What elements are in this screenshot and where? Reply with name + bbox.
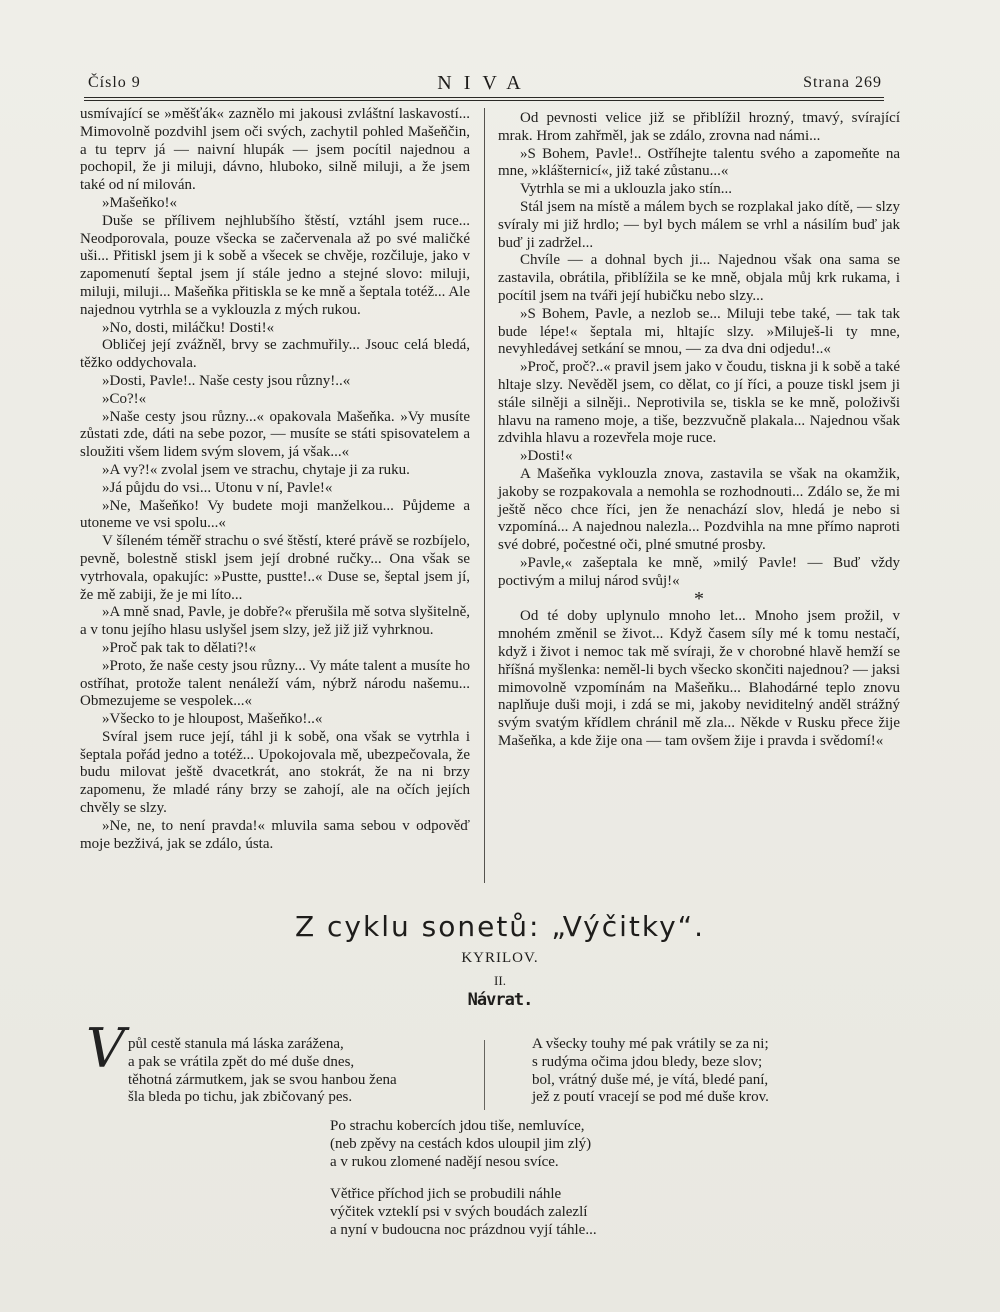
verse-line: a v rukou zlomené nadějí nesou svíce. <box>330 1153 559 1170</box>
section-star: * <box>694 587 704 610</box>
paragraph: Duše se přílivem nejhlubšího štěstí, vztáhl jsem ruce... Neodporovala, pouze všecka se začervenala až po své maličké uši... Přitiskl jsem ji k sobě a všecek se chvěje, rozčiluje, jako v zapomenutí šeptal jsem jí stále jedno a stejné slovo: miluji, miluji, miluji... Mašeňka přitiskla se ke mně a šeptala totéž... Ale najednou vytrhla se a vyklouzla z mých rukou. <box>80 212 470 318</box>
paragraph: »Mašeňko!« <box>102 194 177 211</box>
left-column <box>80 106 470 853</box>
paragraph: Od pevnosti velice již se přiblížil hrozný, tmavý, svírající mrak. Hrom zahřměl, jak se zdálo, zrovna nad námi... <box>498 110 900 144</box>
verse-line: šla bleda po tichu, jak zbičovaný pes. <box>128 1089 353 1106</box>
journal-title: NIVA <box>437 72 533 94</box>
drop-cap: V <box>86 1017 125 1080</box>
paragraph: Stál jsem na místě a málem bych se rozplakal jako dítě, — slzy svíraly mi již hrdlo; — byl bych málem se vrhl a násilím buď jak buď ji zadržel... <box>498 198 900 251</box>
poem-author: KYRILOV. <box>461 950 539 966</box>
paragraph: Svíral jsem ruce její, táhl ji k sobě, ona však se vytrhla i šeptala pořád jedno a totéž... Upokojovala mě, ubezpečovala, že budu milovat ještě dvacetkrát, ano stokrát, že na ni brzy zapomenu, že mladé rány brzy se zahojí, ale na očích jejích chvěly se slzy. <box>80 728 470 817</box>
verse-line: Po strachu kobercích jdou tiše, nemluvíce, <box>330 1118 585 1134</box>
paragraph: »Co?!« <box>102 390 147 407</box>
poem-number: II. <box>494 973 506 988</box>
paragraph: »Dosti, Pavle!.. Naše cesty jsou různy!..« <box>102 372 351 389</box>
paragraph: »Ne, ne, to není pravda!« mluvila sama sebou v odpověď moje bezživá, jak se zdálo, ústa. <box>80 817 470 852</box>
verse-line: bol, vrátný duše mé, je vítá, bledé paní, <box>532 1071 769 1088</box>
verse-line: a pak se vrátila zpět do mé duše dnes, <box>128 1053 355 1070</box>
paragraph: Od té doby uplynulo mnoho let... Mnoho jsem prožil, v mnohém změnil se život... Když časem síly mé k tomu nestačí, když i život i nemoc tak mě svíraji, že v chorobné hlavě hemží se hříšná myšlenka: neměl-li bych všecko skončiti najednou? — jaksi mimovolně vzpomínám na Mašeňku... Blahodárné teplo znovu naplňuje duši moji, i zdá se mi, jakoby neviditelný anděl strážný svým svatým křídlem chránil mě zla... Někde v Rusku přece žije Mašeňka, a kde žije ona — tam ovšem žije i pravda i svědomí!« <box>498 608 900 749</box>
verse-line: půl cestě stanula má láska zarážena, <box>128 1036 344 1052</box>
stanza-1 <box>128 1036 397 1107</box>
paragraph: »S Bohem, Pavle, a nezlob se... Miluji tebe také, — tak tak bude lépe!« šeptala mi, hltajíc slzy. »Miluješ-li ty mne, nevyhledávej setkání se mnou, — za dva dni odjedu!..« <box>498 305 900 358</box>
verse-line: Větřice příchod jich se probudili náhle <box>330 1186 562 1202</box>
page-header <box>88 72 882 98</box>
verse-line: (neb zpěvy na cestách kdos uloupil jim zlý) <box>330 1135 592 1152</box>
verse-line: výčitek vzteklí psi v svých boudách zalezlí <box>330 1203 588 1220</box>
paragraph: »A vy?!« zvolal jsem ve strachu, chytaje ji za ruku. <box>102 461 410 478</box>
paragraph: A Mašeňka vyklouzla znova, zastavila se však na okamžik, jakoby se rozpakovala a nemohla se rozhodnouti... Zdálo se, že mi ještě něco chce říci, jen že nenachází slov, hledá je nebo si vzpomíná... A najednou nalezla... Pozdvihla na mne přímo naproti své dobré, počestné oči, plné smutné prosby. <box>498 465 900 554</box>
stanza-4 <box>330 1186 597 1239</box>
poem-title: Návrat. <box>467 990 533 1010</box>
paragraph: »Proto, že naše cesty jsou různy... Vy máte talent a musíte ho ostříhat, protože talent nenáleží vám, nýbrž národu našemu... Obmezujeme se vespolek...« <box>80 657 470 710</box>
verse-line: jež z poutí vracejí se pod mé duše krov. <box>532 1089 769 1106</box>
paragraph: »Dosti!« <box>520 448 573 465</box>
right-column <box>498 110 900 751</box>
verse-line: s rudýma očima jdou bledy, beze slov; <box>532 1053 763 1070</box>
paragraph: Chvíle — a dohnal bych ji... Najednou však ona sama se zastavila, obrátila, přiblížila se ke mně, objala můj krk rukama, i pocítil jsem na tváři její hubičku nebo slzy... <box>498 252 900 304</box>
paragraph: »Já půjdu do vsi... Utonu v ní, Pavle!« <box>102 479 333 496</box>
paragraph: »A mně snad, Pavle, je dobře?« přerušila mě sotva slyšitelně, a v tonu jejího hlasu uslyšel jsem slzy, jež již již vyhrknou. <box>80 604 470 639</box>
stanza-divider <box>484 1040 485 1110</box>
verse-line: a nyní v budoucna noc prázdnou vyjí táhle... <box>330 1221 597 1238</box>
paragraph: Obličej její zvážněl, brvy se zachmuřily... Jsouc celá bledá, těžko oddychovala. <box>80 337 470 372</box>
paragraph: V šíleném téměř strachu o své štěstí, které právě se rozbíjelo, pevně, bolestně stiskl jsem její drobné ručky... Ona však se vytrhovala, opakujíc: »Pustte, pustte!..« Duse se, šeptal jsem jí, že mě zabiji, že je mi líto... <box>80 533 470 603</box>
paragraph: »S Bohem, Pavle!.. Ostříhejte talentu svého a zapomeňte na mne, »klášternicí«, již také zůstanu...« <box>498 145 900 180</box>
verse-line: těhotná zármutkem, jak se svou hanbou žena <box>128 1071 397 1088</box>
column-divider <box>484 108 485 883</box>
issue-number: Číslo 9 <box>88 74 141 91</box>
paragraph: »Pavle,« zašeptala ke mně, »milý Pavle! — Buď vždy poctivým a miluj národ svůj!« <box>498 554 900 589</box>
paragraph: »Všecko to je hloupost, Mašeňko!..« <box>102 711 323 728</box>
stanza-2 <box>532 1036 769 1107</box>
paragraph: »Naše cesty jsou různy...« opakovala Mašeňka. »Vy musíte zůstati zde, dáti na sebe pozor, — musíte se státi spisovatelem a sloužiti všem lidem svým slovem, já však...« <box>80 408 470 461</box>
paragraph: »Proč, proč?..« pravil jsem jako v čoudu, tiskna ji k sobě a také hltaje slzy. Nevěděl jsem, co dělat, co jí říci, a pouze tiskl jsem ji stále silněji a silněji.. Neprotivila se, tiskla se ke mně, položivši hlavu na rameno moje, a tiše, bezzvučně plakala... Najednou však zdvihla hlavu a rozevřela moje ruce. <box>498 359 900 447</box>
sonnet-cycle-title: Z cyklu sonetů: „Výčitky“. <box>294 910 706 943</box>
paragraph: »No, dosti, miláčku! Dosti!« <box>102 319 275 336</box>
header-rule <box>84 100 884 101</box>
paragraph: Vytrhla se mi a uklouzla jako stín... <box>520 181 733 198</box>
paragraph: »Proč pak tak to dělati?!« <box>102 639 257 656</box>
paragraph: usmívající se »měšťák« zaznělo mi jakousi zvláštní laskavostí... Mimovolně pozdvihl jsem oči svých, zachytil pohled Mašeňčin, a tu teprv já — naivní hlupák — jsem pocítil najednou a pochopil, že ji miluji, dávno, hluboko, silně miluji, a že jsem také od ní milován. <box>80 106 470 194</box>
verse-line: A všecky touhy mé pak vrátily se za ni; <box>532 1036 769 1052</box>
stanza-3 <box>330 1118 591 1171</box>
page-number: Strana 269 <box>803 74 882 91</box>
header-rule <box>84 97 884 98</box>
paragraph: »Ne, Mašeňko! Vy budete moji manželkou... Půjdeme a utoneme ve vsi spolu...« <box>80 497 470 532</box>
